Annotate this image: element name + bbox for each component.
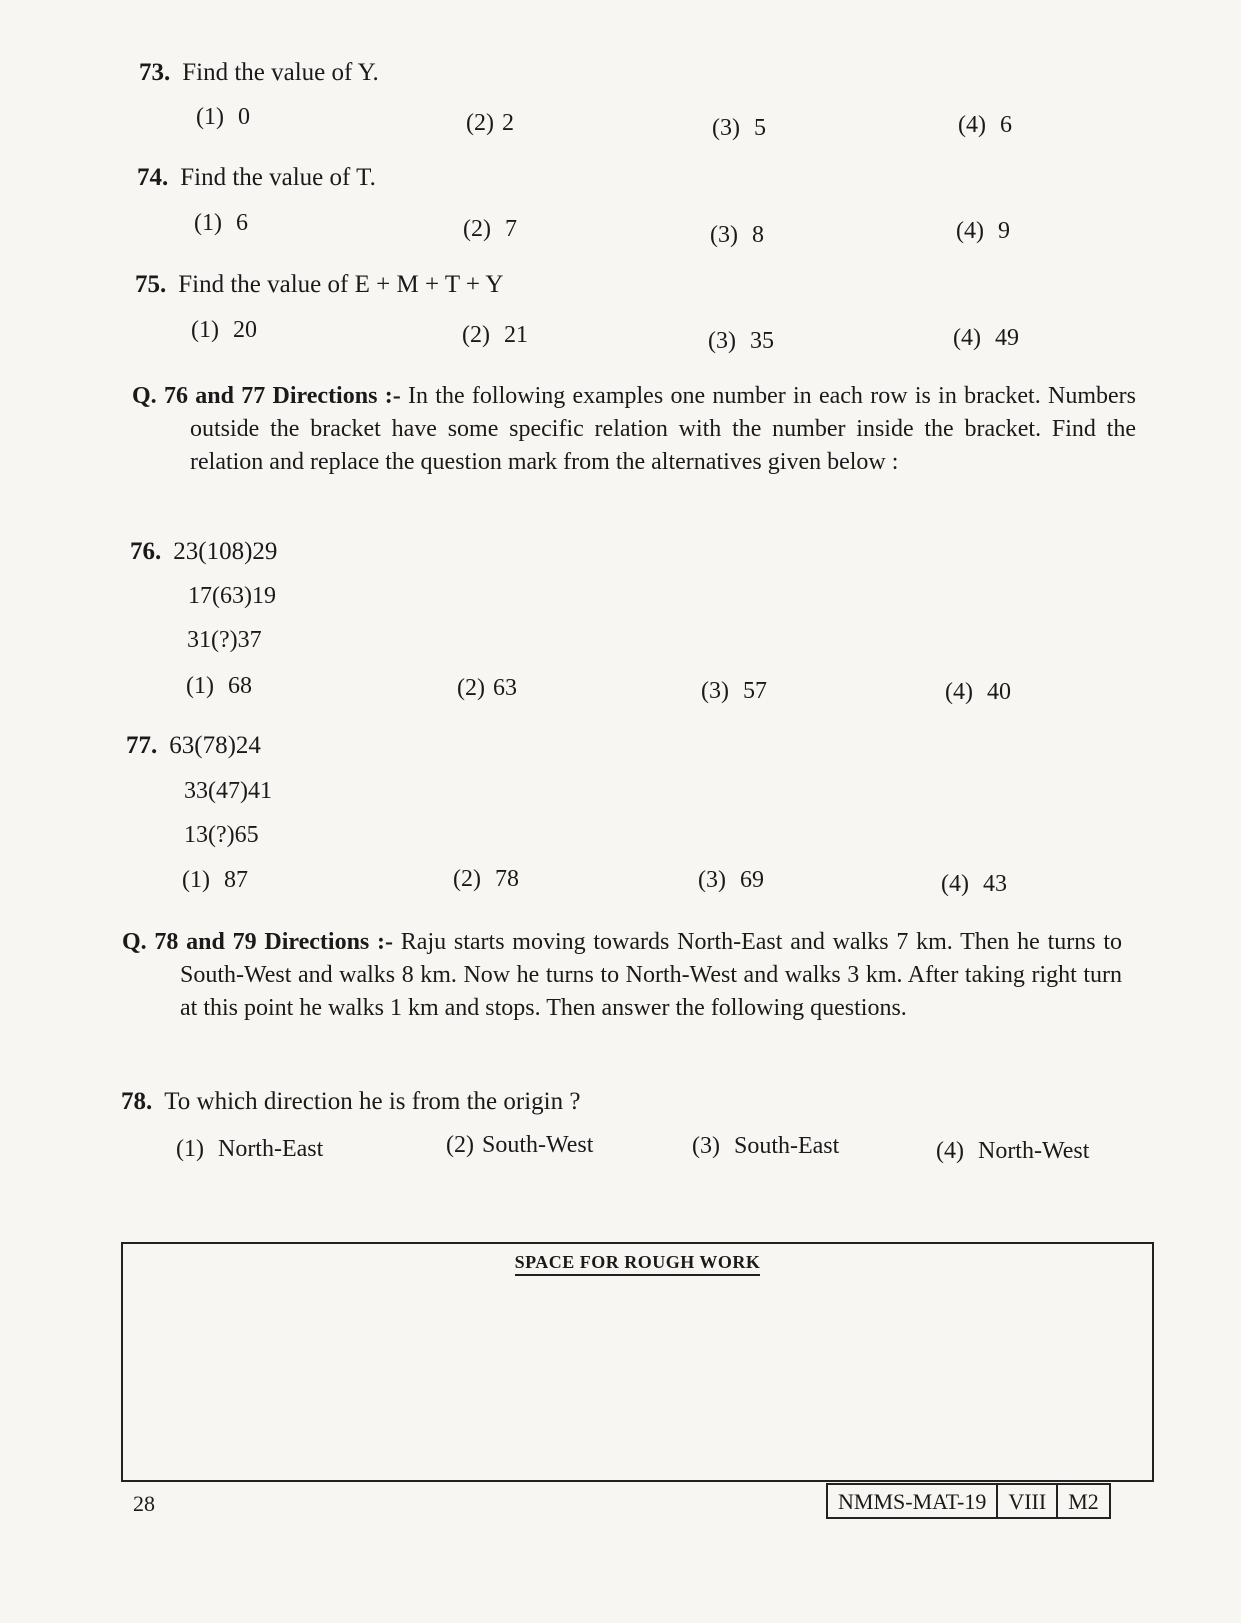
option-4: (4) 40 — [945, 679, 1011, 705]
question-number: 75. — [135, 271, 167, 298]
number-row: 23(108)29 — [173, 538, 278, 565]
question-number: 76. — [130, 538, 162, 565]
question-text: Find the value of E + M + T + Y — [178, 271, 504, 298]
directions-76-77 — [132, 380, 1137, 479]
option-3: (3) South-East — [692, 1133, 840, 1159]
rough-work-box — [121, 1242, 1154, 1482]
option-4: (4) 49 — [953, 325, 1019, 351]
option-3: (3) 69 — [698, 867, 764, 893]
paper-class: VIII — [996, 1485, 1056, 1517]
question-number: 78. — [121, 1088, 153, 1115]
number-row: 63(78)24 — [169, 732, 261, 759]
paper-set: M2 — [1056, 1485, 1109, 1517]
question-text: Find the value of T. — [180, 164, 376, 191]
question-74 — [137, 163, 376, 193]
page-number: 28 — [133, 1491, 155, 1516]
number-row: 33(47)41 — [184, 778, 272, 804]
option-1: (1) 20 — [191, 317, 257, 343]
option-2: (2) 78 — [453, 866, 519, 892]
question-number: 77. — [126, 732, 158, 759]
directions-lead: Q. 78 and 79 Directions :- — [122, 929, 394, 955]
question-75 — [135, 270, 503, 300]
question-number: 73. — [139, 59, 171, 86]
rough-work-title: SPACE FOR ROUGH WORK — [123, 1252, 1152, 1273]
paper-code — [826, 1483, 1111, 1519]
option-4: (4) 43 — [941, 871, 1007, 897]
option-1: (1) North-East — [176, 1136, 324, 1162]
question-text: To which direction he is from the origin ? — [164, 1088, 581, 1115]
directions-78-79 — [122, 926, 1123, 1025]
number-row: 17(63)19 — [188, 583, 276, 609]
question-73 — [139, 58, 379, 88]
question-78 — [121, 1087, 580, 1117]
question-76 — [130, 537, 277, 567]
option-1: (1) 6 — [194, 210, 248, 236]
option-3: (3) 57 — [701, 678, 767, 704]
option-4: (4) 9 — [956, 218, 1010, 244]
question-number: 74. — [137, 164, 169, 191]
directions-text: In the following examples one number in each row is in bracket. Numbers outside the bracket have some specific relation with the number inside the bracket. Find the relation and replace the question mark from the alternatives given below : — [190, 383, 1137, 475]
directions-lead: Q. 76 and 77 Directions :- — [132, 383, 401, 409]
option-2: (2) 63 — [457, 675, 517, 701]
option-2: (2) 2 — [466, 110, 514, 136]
number-row: 13(?)65 — [184, 822, 259, 848]
option-3: (3) 5 — [712, 115, 766, 141]
question-text: Find the value of Y. — [182, 59, 379, 86]
option-2: (2) South-West — [446, 1132, 594, 1158]
paper-code-name: NMMS-MAT-19 — [838, 1489, 987, 1514]
option-3: (3) 8 — [710, 222, 764, 248]
option-1: (1) 0 — [196, 104, 250, 130]
question-77 — [126, 731, 261, 761]
option-1: (1) 87 — [182, 867, 248, 893]
number-row: 31(?)37 — [187, 627, 262, 653]
option-4: (4) 6 — [958, 112, 1012, 138]
option-2: (2) 7 — [463, 216, 517, 242]
directions-text: Raju starts moving towards North-East and walks 7 km. Then he turns to South-West and walks 8 km. Now he turns to North-West and walks 3 km. After taking right turn at this point he walks 1 km and stops. Then answer the following questions. — [180, 929, 1123, 1021]
option-1: (1) 68 — [186, 673, 252, 699]
option-3: (3) 35 — [708, 328, 774, 354]
option-4: (4) North-West — [936, 1138, 1090, 1164]
option-2: (2) 21 — [462, 322, 528, 348]
